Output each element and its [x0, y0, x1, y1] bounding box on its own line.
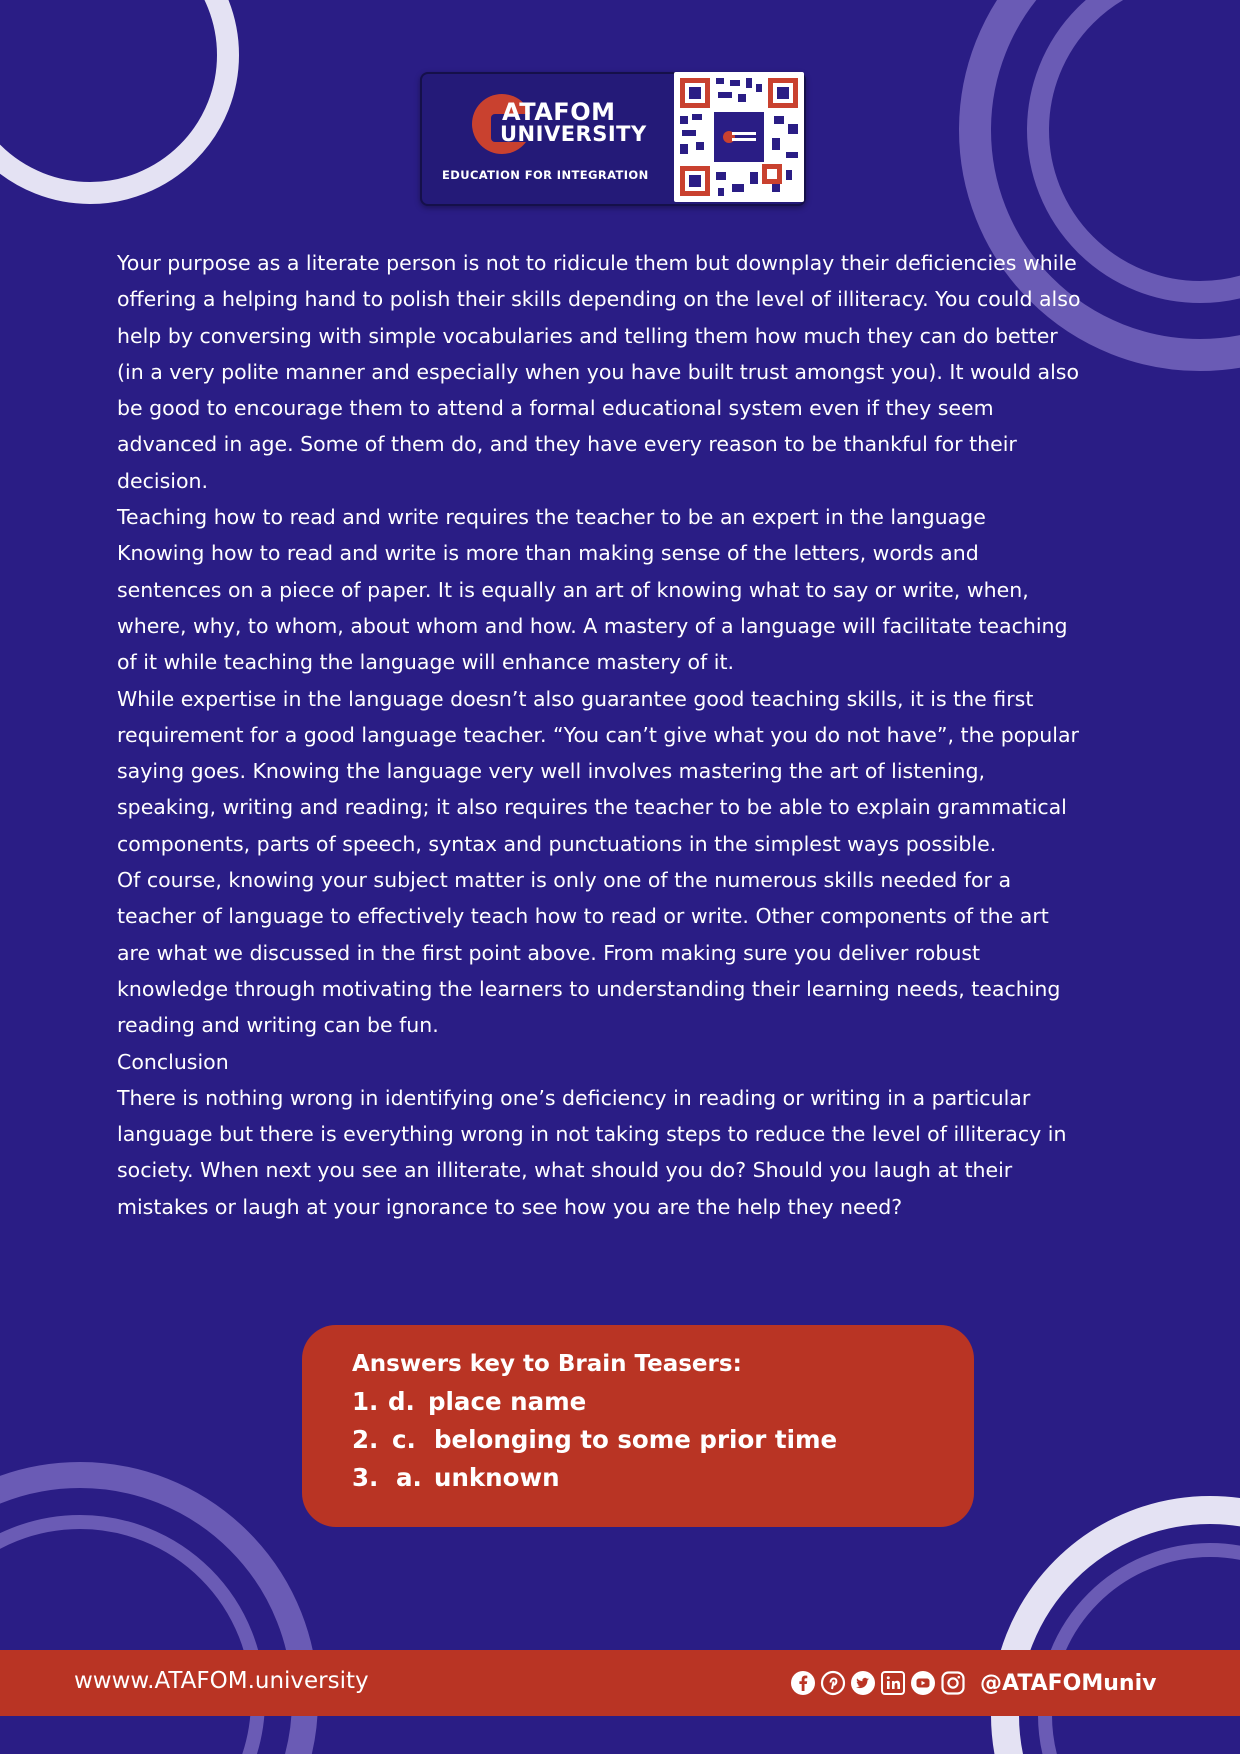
- answer-item-2: [352, 1425, 837, 1454]
- answers-key-title: Answers key to Brain Teasers:: [352, 1351, 742, 1377]
- paragraph-4: Of course, knowing your subject matter is only one of the numerous skills needed for a teacher of language to effectively teach how to read or write. Other components of the art are what we discussed in the first point above. From making sure you deliver robust knowledge through motivating the learners to understanding their learning needs, teaching reading and writing can be fun.: [117, 868, 1061, 1038]
- youtube-icon[interactable]: [910, 1670, 936, 1696]
- university-logo: [472, 88, 692, 168]
- answer-text: unknown: [434, 1463, 560, 1492]
- decorative-ring-top-left: [0, 0, 260, 230]
- answer-number: 2.: [352, 1425, 379, 1454]
- instagram-icon[interactable]: [940, 1670, 966, 1696]
- answer-letter: a.: [396, 1463, 422, 1492]
- facebook-icon[interactable]: [790, 1670, 816, 1696]
- paragraph-1: Your purpose as a literate person is not to ridicule them but downplay their deficiencies while offering a helping hand to polish their skills depending on the level of illiteracy. You could also help by conversing with simple vocabularies and telling them how much they can do better (in a very polite manner and especially when you have built trust amongst you). It would also be good to encourage them to attend a formal educational system even if they seem advanced in age. Some of them do, and they have every reason to be thankful for their decision.: [117, 251, 1081, 493]
- qr-code[interactable]: [674, 72, 804, 202]
- section-heading: Teaching how to read and write requires the teacher to be an expert in the language: [117, 505, 986, 530]
- answer-item-1: [352, 1387, 586, 1416]
- footer-bar: [0, 1650, 1240, 1716]
- answer-text: belonging to some prior time: [434, 1425, 838, 1454]
- paragraph-3: While expertise in the language doesn’t also guarantee good teaching skills, it is the first requirement for a good language teacher. “You can’t give what you do not have”, the popular saying goes. Knowing the language very well involves mastering the art of listening, speaking, writing and reading; it also requires the teacher to be able to explain grammatical components, parts of speech, syntax and punctuations in the simplest ways possible.: [117, 686, 1079, 856]
- social-links: [790, 1666, 1156, 1700]
- website-link[interactable]: wwww.ATAFOM.university: [74, 1668, 369, 1694]
- logo-line-1: ATAFOM: [502, 98, 616, 126]
- header-logo-card: [420, 72, 806, 206]
- logo-tagline: EDUCATION FOR INTEGRATION: [442, 168, 649, 182]
- conclusion-heading: Conclusion: [117, 1049, 229, 1074]
- answers-key-box: [302, 1325, 974, 1527]
- social-handle[interactable]: @ATAFOMuniv: [980, 1670, 1157, 1696]
- answer-letter: c.: [392, 1425, 416, 1454]
- answer-item-3: [352, 1463, 560, 1492]
- logo-line-2: UNIVERSITY: [500, 122, 647, 146]
- answer-number: 3.: [352, 1463, 379, 1492]
- twitter-icon[interactable]: [850, 1670, 876, 1696]
- linkedin-icon[interactable]: [880, 1670, 906, 1696]
- answer-text: place name: [428, 1387, 587, 1416]
- answer-letter: d.: [388, 1387, 415, 1416]
- paragraph-5: There is nothing wrong in identifying one’s deficiency in reading or writing in a particular language but there is everything wrong in not taking steps to reduce the level of illiteracy in society. When next you see an illiterate, what should you do? Should you laugh at their mistakes or laugh at your ignorance to see how you are the help they need?: [117, 1085, 1067, 1219]
- paragraph-2: Knowing how to read and write is more than making sense of the letters, words and sentences on a piece of paper. It is equally an art of knowing what to say or write, when, where, why, to whom, about whom and how. A mastery of a language will facilitate teaching of it while teaching the language will enhance mastery of it.: [117, 541, 1068, 675]
- article-body: [117, 245, 1082, 1225]
- pinterest-icon[interactable]: [820, 1670, 846, 1696]
- answer-number: 1.: [352, 1387, 379, 1416]
